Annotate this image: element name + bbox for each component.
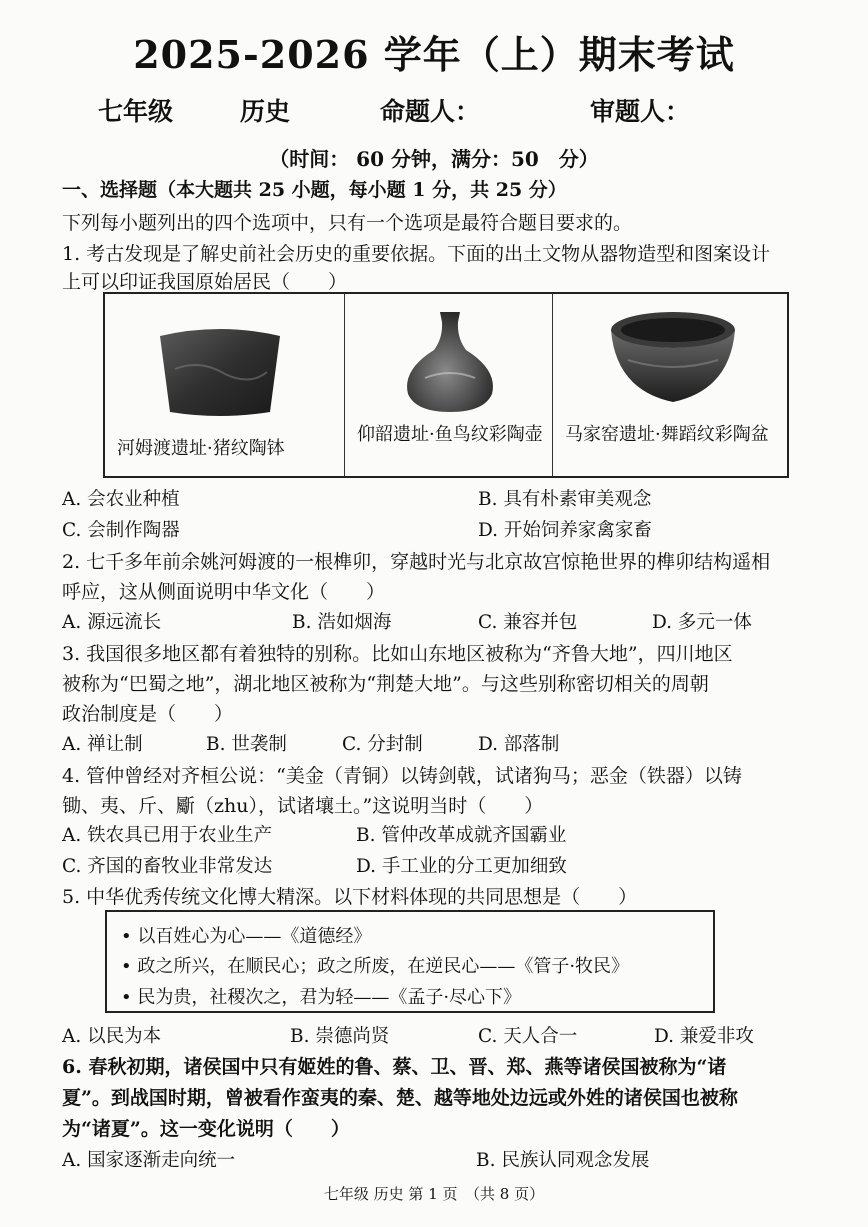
q2-option-a[interactable]: A. 源远流长 <box>62 612 162 633</box>
exam-title: 2025-2026 学年（上）期末考试 <box>133 32 735 77</box>
q4-stem-line2: 锄、夷、斤、斸（zhu），试诸壤土。”这说明当时（ ） <box>62 795 544 817</box>
q5-quote-3: • 民为贵，社稷次之，君为轻——《孟子·尽心下》 <box>121 987 522 1008</box>
q2-stem-line2: 呼应，这从侧面说明中华文化（ ） <box>62 581 386 603</box>
section-instruction: 下列每小题列出的四个选项中，只有一个选项是最符合题目要求的。 <box>62 212 633 234</box>
q3-option-c[interactable]: C. 分封制 <box>342 734 423 755</box>
q1-option-b[interactable]: B. 具有朴素审美观念 <box>478 489 652 510</box>
q3-stem-line1: 3. 我国很多地区都有着独特的别称。比如山东地区被称为“齐鲁大地”，四川地区 <box>62 643 733 665</box>
artifact-image-table <box>103 292 789 478</box>
q5-option-d[interactable]: D. 兼爱非攻 <box>654 1026 754 1047</box>
artifact-cell-3 <box>553 294 787 476</box>
q6-stem-line1: 6. 春秋初期，诸侯国中只有姬姓的鲁、蔡、卫、晋、郑、燕等诸侯国被称为“诸 <box>62 1056 727 1078</box>
q6-option-b[interactable]: B. 民族认同观念发展 <box>476 1150 650 1171</box>
subject-label: 历史 <box>240 97 291 126</box>
q5-quote-2: • 政之所兴，在顺民心；政之所废，在逆民心——《管子·牧民》 <box>121 956 630 977</box>
q6-stem-line2: 夏”。到战国时期，曾被看作蛮夷的秦、楚、越等地处边远或外姓的诸侯国也被称 <box>62 1087 738 1109</box>
q2-option-d[interactable]: D. 多元一体 <box>652 612 752 633</box>
pottery-bowl-icon <box>155 324 285 419</box>
section-heading: 一、选择题（本大题共 25 小题，每小题 1 分，共 25 分） <box>62 179 567 201</box>
time-info: （时间： 60 分钟，满分：50 分） <box>269 147 599 171</box>
q4-option-d[interactable]: D. 手工业的分工更加细致 <box>356 856 567 877</box>
reviewer-label: 审题人： <box>590 97 691 126</box>
grade-label: 七年级 <box>98 97 174 126</box>
q2-option-b[interactable]: B. 浩如烟海 <box>292 612 392 633</box>
q1-stem-line2: 上可以印证我国原始居民（ ） <box>62 271 348 293</box>
q4-option-c[interactable]: C. 齐国的畜牧业非常发达 <box>62 856 273 877</box>
q4-option-a[interactable]: A. 铁农具已用于农业生产 <box>62 825 273 846</box>
q5-quote-box <box>105 910 715 1013</box>
q1-option-d[interactable]: D. 开始饲养家禽家畜 <box>478 520 652 541</box>
q1-stem-line1: 1. 考古发现是了解史前社会历史的重要依据。下面的出土文物从器物造型和图案设计 <box>62 243 771 265</box>
q3-stem-line3: 政治制度是（ ） <box>62 703 234 725</box>
page-footer: 七年级 历史 第 1 页 （共 8 页） <box>323 1185 545 1203</box>
artifact-caption-2: 仰韶遗址·鱼鸟纹彩陶壶 <box>357 424 543 445</box>
q1-option-c[interactable]: C. 会制作陶器 <box>62 520 180 541</box>
setter-label: 命题人： <box>380 97 481 126</box>
q1-option-a[interactable]: A. 会农业种植 <box>62 489 180 510</box>
artifact-cell-2 <box>345 294 553 476</box>
q5-option-b[interactable]: B. 崇德尚贤 <box>290 1026 390 1047</box>
artifact-caption-1: 河姆渡遗址·猪纹陶钵 <box>117 438 285 459</box>
q3-option-b[interactable]: B. 世袭制 <box>206 734 287 755</box>
q4-option-b[interactable]: B. 管仲改革成就齐国霸业 <box>356 825 567 846</box>
q3-option-a[interactable]: A. 禅让制 <box>62 734 143 755</box>
q4-stem-line1: 4. 管仲曾经对齐桓公说：“美金（青铜）以铸剑戟，试诸狗马；恶金（铁器）以铸 <box>62 765 742 787</box>
q6-option-a[interactable]: A. 国家逐渐走向统一 <box>62 1150 236 1171</box>
q5-stem: 5. 中华优秀传统文化博大精深。以下材料体现的共同思想是（ ） <box>62 886 638 908</box>
artifact-caption-3: 马家窑遗址·舞蹈纹彩陶盆 <box>565 424 769 445</box>
pottery-basin-icon <box>608 310 738 408</box>
q5-quote-1: • 以百姓心为心——《道德经》 <box>121 926 372 947</box>
q2-stem-line1: 2. 七千多年前余姚河姆渡的一根榫卯，穿越时光与北京故宫惊艳世界的榫卯结构遥相 <box>62 551 771 573</box>
q2-option-c[interactable]: C. 兼容并包 <box>478 612 578 633</box>
q3-option-d[interactable]: D. 部落制 <box>478 734 560 755</box>
q6-stem-line3: 为“诸夏”。这一变化说明（ ） <box>62 1118 350 1140</box>
pottery-vase-icon <box>400 308 500 418</box>
artifact-cell-1 <box>105 294 345 476</box>
q3-stem-line2: 被称为“巴蜀之地”，湖北地区被称为“荆楚大地”。与这些别称密切相关的周朝 <box>62 673 709 695</box>
q5-option-c[interactable]: C. 天人合一 <box>478 1026 578 1047</box>
q5-option-a[interactable]: A. 以民为本 <box>62 1026 162 1047</box>
